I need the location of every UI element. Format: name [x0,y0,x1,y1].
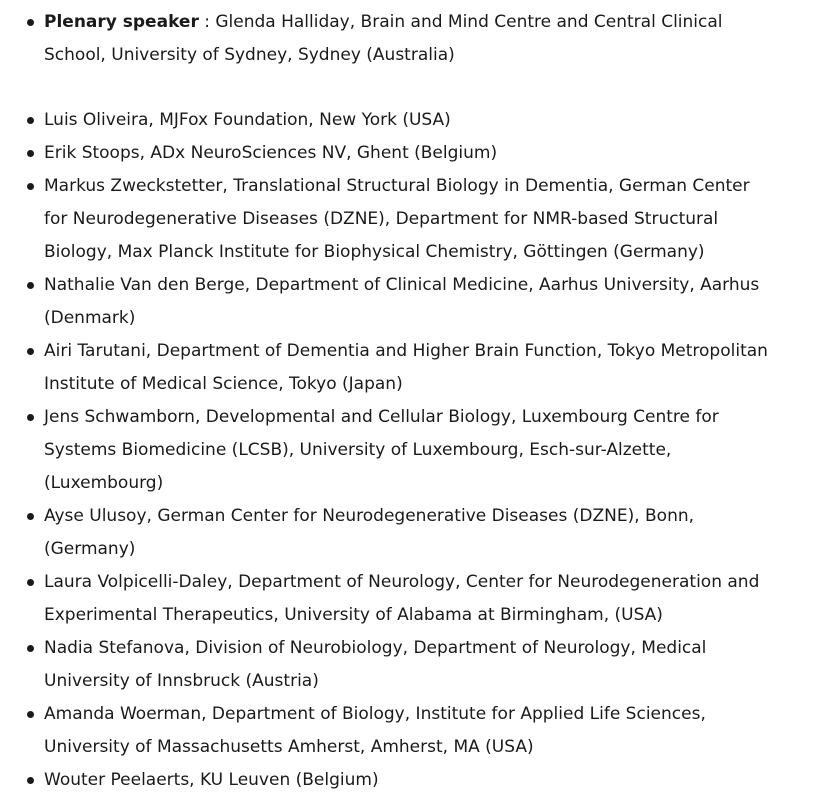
bullet-icon [27,579,34,586]
plenary-text: : Glenda Halliday, Brain and Mind Centre and Central Clinical School, University of Sydney, Sydney (Australia) [44,12,723,65]
bullet-icon [27,19,34,26]
bullet-icon [27,282,34,289]
speaker-text: Nathalie Van den Berge, Department of Clinical Medicine, Aarhus University, Aarhus (Denmark) [44,275,760,328]
speaker-item [0,500,825,566]
plenary-speaker-item [0,6,825,72]
speaker-text: Ayse Ulusoy, German Center for Neurodegenerative Diseases (DZNE), Bonn, (Germany) [44,506,695,559]
bullet-icon [27,150,34,157]
speaker-text: Luis Oliveira, MJFox Foundation, New York (USA) [44,110,451,130]
speaker-item [0,269,825,335]
speaker-item [0,401,825,500]
bullet-icon [27,117,34,124]
bullet-icon [27,513,34,520]
speaker-text: Erik Stoops, ADx NeuroSciences NV, Ghent (Belgium) [44,143,498,163]
speaker-text: Laura Volpicelli-Daley, Department of Neurology, Center for Neurodegeneration and Experimental Therapeutics, University of Alabama at Birmingham, (USA) [44,572,760,625]
speaker-item [0,104,825,137]
bullet-icon [27,183,34,190]
bullet-icon [27,414,34,421]
bullet-icon [27,645,34,652]
speaker-item [0,335,825,401]
bullet-icon [27,348,34,355]
speaker-item [0,137,825,170]
speaker-item [0,764,825,797]
speaker-item [0,632,825,698]
speaker-text: Amanda Woerman, Department of Biology, Institute for Applied Life Sciences, University of Massachusetts Amherst, Amherst, MA (USA) [44,704,706,757]
speaker-text: Jens Schwamborn, Developmental and Cellular Biology, Luxembourg Centre for Systems Biomedicine (LCSB), University of Luxembourg, Esch-sur-Alzette, (Luxembourg) [44,407,719,493]
speaker-text: Wouter Peelaerts, KU Leuven (Belgium) [44,770,379,790]
speaker-item [0,170,825,269]
plenary-label: Plenary speaker [44,12,199,32]
speaker-text: Markus Zweckstetter, Translational Structural Biology in Dementia, German Center for Neurodegenerative Diseases (DZNE), Department for NMR-based Structural Biology, Max Planck Institute for Biophysical Chemistry, Göttingen (Germany) [44,176,750,262]
bullet-icon [27,711,34,718]
speaker-list [0,6,825,797]
bullet-icon [27,777,34,784]
speaker-item [0,566,825,632]
speaker-text: Nadia Stefanova, Division of Neurobiology, Department of Neurology, Medical University of Innsbruck (Austria) [44,638,707,691]
speaker-text: Airi Tarutani, Department of Dementia and Higher Brain Function, Tokyo Metropolitan Institute of Medical Science, Tokyo (Japan) [44,341,768,394]
speaker-item [0,698,825,764]
